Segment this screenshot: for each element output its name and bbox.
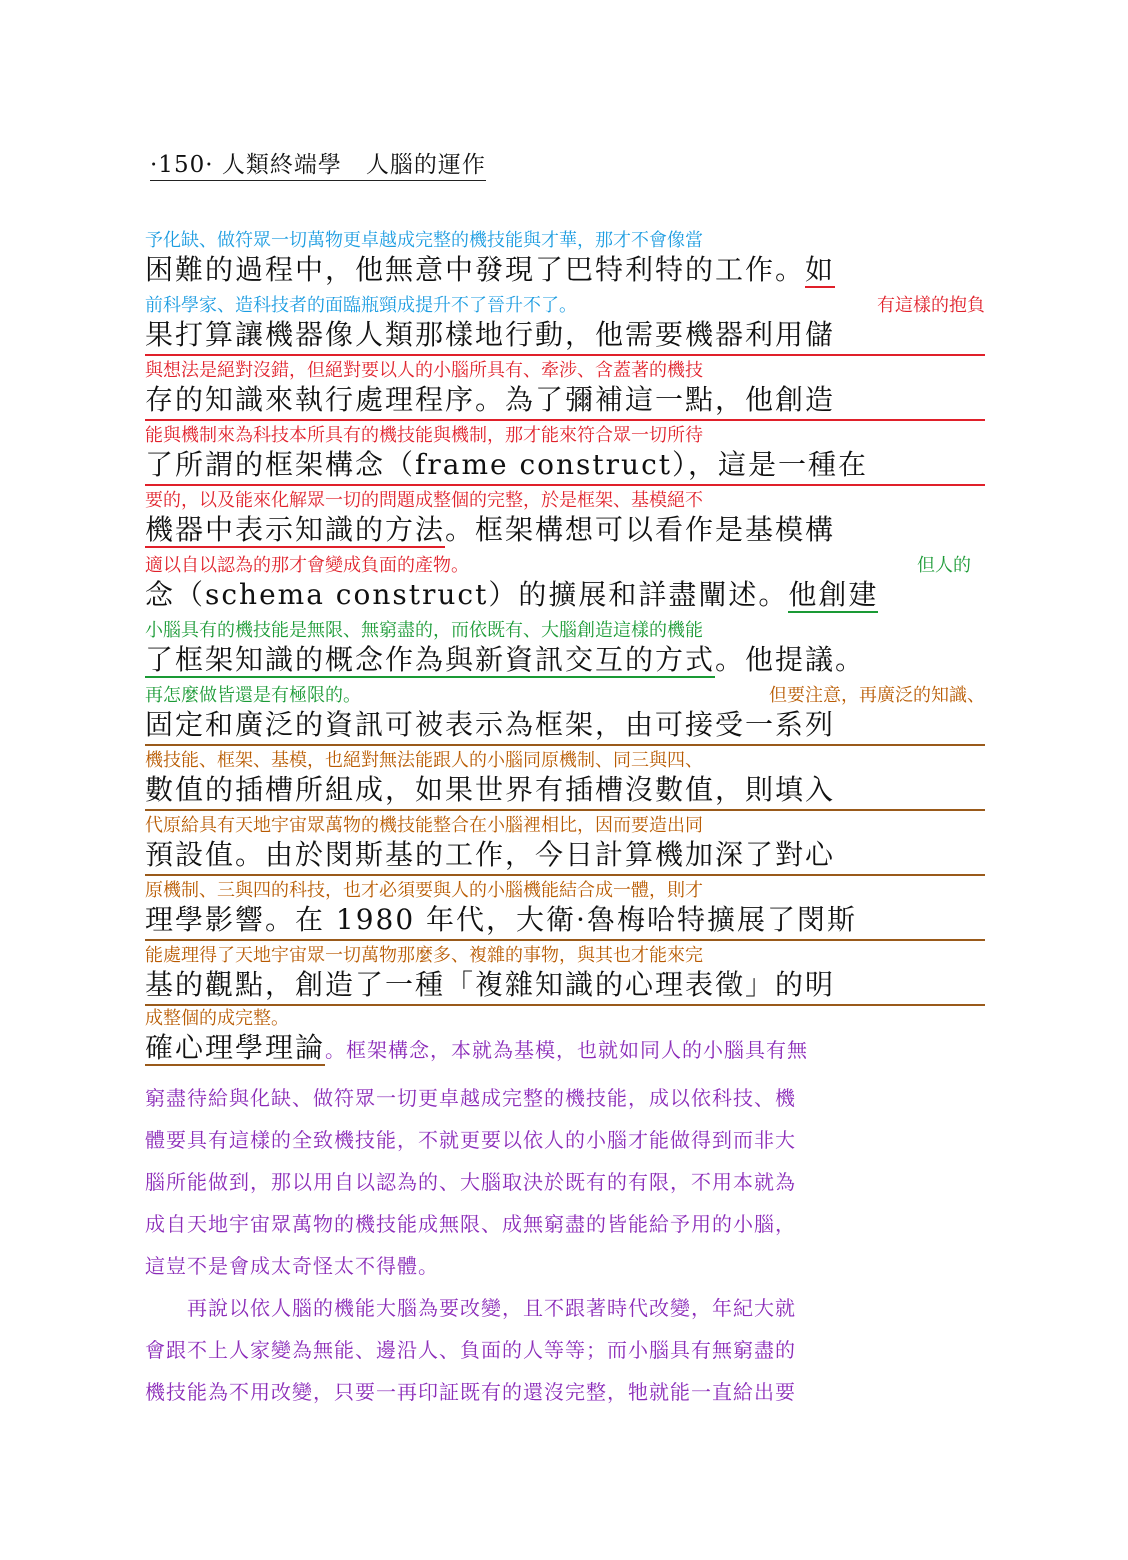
main-text: 確心理學理論 — [145, 1031, 326, 1064]
annotation-text: 適以自以認為的那才會變成負面的產物。 — [145, 555, 469, 576]
text-block-12 — [145, 944, 985, 1006]
annotation-line: 代原給具有天地宇宙眾萬物的機技能整合在小腦裡相比，因而要造出同 — [145, 815, 703, 836]
annotation-text-right: 但人的 — [917, 555, 971, 576]
text-block-1 — [145, 229, 985, 289]
main-text-line: 數值的插槽所組成，如果世界有插槽沒數值，則填入 — [145, 773, 985, 811]
text-block-8 — [145, 684, 985, 746]
main-text: 了框架知識的概念作為與新資訊交互的方式 — [145, 643, 716, 676]
paragraph-line: 體要具有這樣的全致機技能，不就更要以依人的小腦才能做得到而非大 — [145, 1128, 796, 1152]
main-text-line: 存的知識來執行處理程序。為了彌補這一點，他創造 — [145, 383, 985, 421]
annotation-line — [145, 294, 985, 318]
annotation-text-right: 但要注意，再廣泛的知識、 — [769, 685, 985, 706]
text-block-10 — [145, 814, 985, 876]
main-text-line — [145, 513, 985, 549]
main-text-tail: 他創建 — [788, 578, 879, 611]
main-text-line: 理學影響。在 1980 年代，大衛·魯梅哈特擴展了閔斯 — [145, 903, 985, 941]
text-block-13 — [145, 1007, 985, 1067]
main-text-line — [145, 253, 985, 289]
main-text: 機器中表示知識的方法 — [145, 513, 446, 546]
paragraph-line: 成自天地宇宙眾萬物的機技能成無限、成無窮盡的皆能給予用的小腦， — [145, 1212, 796, 1236]
annotation-line: 能處理得了天地宇宙眾一切萬物那麼多、複雜的事物，與其也才能來完 — [145, 945, 703, 966]
main-text-line: 預設值。由於閔斯基的工作，今日計算機加深了對心 — [145, 838, 985, 876]
main-text-tail: 如 — [805, 253, 836, 286]
annotation-line: 小腦具有的機技能是無限、無窮盡的，而依既有、大腦創造這樣的機能 — [145, 620, 703, 641]
main-text: 困難的過程中，他無意中發現了巴特利特的工作。 — [145, 253, 806, 286]
main-text-line: 固定和廣泛的資訊可被表示為框架，由可接受一系列 — [145, 708, 985, 746]
text-block-2 — [145, 294, 985, 356]
annotation-line: 要的，以及能來化解眾一切的問題成整個的完整，於是框架、基模絕不 — [145, 490, 703, 511]
text-block-9 — [145, 749, 985, 811]
annotation-line: 成整個的成完整。 — [145, 1008, 289, 1029]
annotation-line: 與想法是絕對沒錯，但絕對要以人的小腦所具有、牽涉、含蓋著的機技 — [145, 360, 703, 381]
main-text-line: 基的觀點，創造了一種「複雜知識的心理表徵」的明 — [145, 968, 985, 1006]
annotation-line — [145, 684, 985, 708]
annotation-line: 原機制、三與四的科技，也才必須要與人的小腦機能結合成一體，則才 — [145, 880, 703, 901]
main-text-line — [145, 643, 985, 679]
paragraph-2 — [145, 1287, 985, 1413]
text-block-3 — [145, 359, 985, 421]
main-text-line: 了所謂的框架構念（frame construct），這是一種在 — [145, 448, 985, 486]
main-text: 念（schema construct）的擴展和詳盡闡述。 — [145, 578, 789, 611]
main-text-line: 果打算讓機器像人類那樣地行動，他需要機器利用儲 — [145, 318, 985, 356]
annotation-line: 機技能、框架、基模，也絕對無法能跟人的小腦同原機制、同三與四、 — [145, 750, 703, 771]
annotation-line: 能與機制來為科技本所具有的機技能與機制，那才能來符合眾一切所待 — [145, 425, 703, 446]
paragraph-line: 腦所能做到，那以用自以認為的、大腦取決於既有的有限，不用本就為 — [145, 1170, 796, 1194]
paragraph-line: 機技能為不用改變，只要一再印証既有的還沒完整，牠就能一直給出要 — [145, 1380, 796, 1404]
text-block-6 — [145, 554, 985, 614]
main-text-tail: 。框架構想可以看作是基模構 — [445, 513, 836, 546]
text-block-4 — [145, 424, 985, 486]
annotation-text: 再怎麼做皆還是有極限的。 — [145, 685, 361, 706]
paragraph-1 — [145, 1077, 985, 1287]
main-text-tail: 。框架構念，本就為基模，也就如同人的小腦具有無 — [325, 1038, 809, 1062]
paragraph-line: 再說以依人腦的機能大腦為要改變，且不跟著時代改變，年紀大就 — [145, 1296, 796, 1320]
annotation-line — [145, 554, 985, 578]
main-text-line — [145, 578, 985, 614]
paragraph-line: 會跟不上人家變為無能、邊沿人、負面的人等等；而小腦具有無窮盡的 — [145, 1338, 796, 1362]
text-block-5 — [145, 489, 985, 549]
text-block-11 — [145, 879, 985, 941]
main-text-tail: 。他提議。 — [715, 643, 866, 676]
annotation-text-right: 有這樣的抱負 — [877, 295, 985, 316]
annotation-line: 予化缺、做符眾一切萬物更卓越成完整的機技能與才華，那才不會像當 — [145, 230, 703, 251]
paragraph-line: 窮盡待給與化缺、做符眾一切更卓越成完整的機技能，成以依科技、機 — [145, 1086, 796, 1110]
text-block-7 — [145, 619, 985, 679]
main-text-line — [145, 1031, 985, 1067]
page-header: ·150· 人類終端學 人腦的運作 — [150, 146, 486, 181]
annotation-text: 前科學家、造科技者的面臨瓶頸成提升不了晉升不了。 — [145, 295, 577, 316]
paragraph-line: 這豈不是會成太奇怪太不得體。 — [145, 1254, 439, 1278]
